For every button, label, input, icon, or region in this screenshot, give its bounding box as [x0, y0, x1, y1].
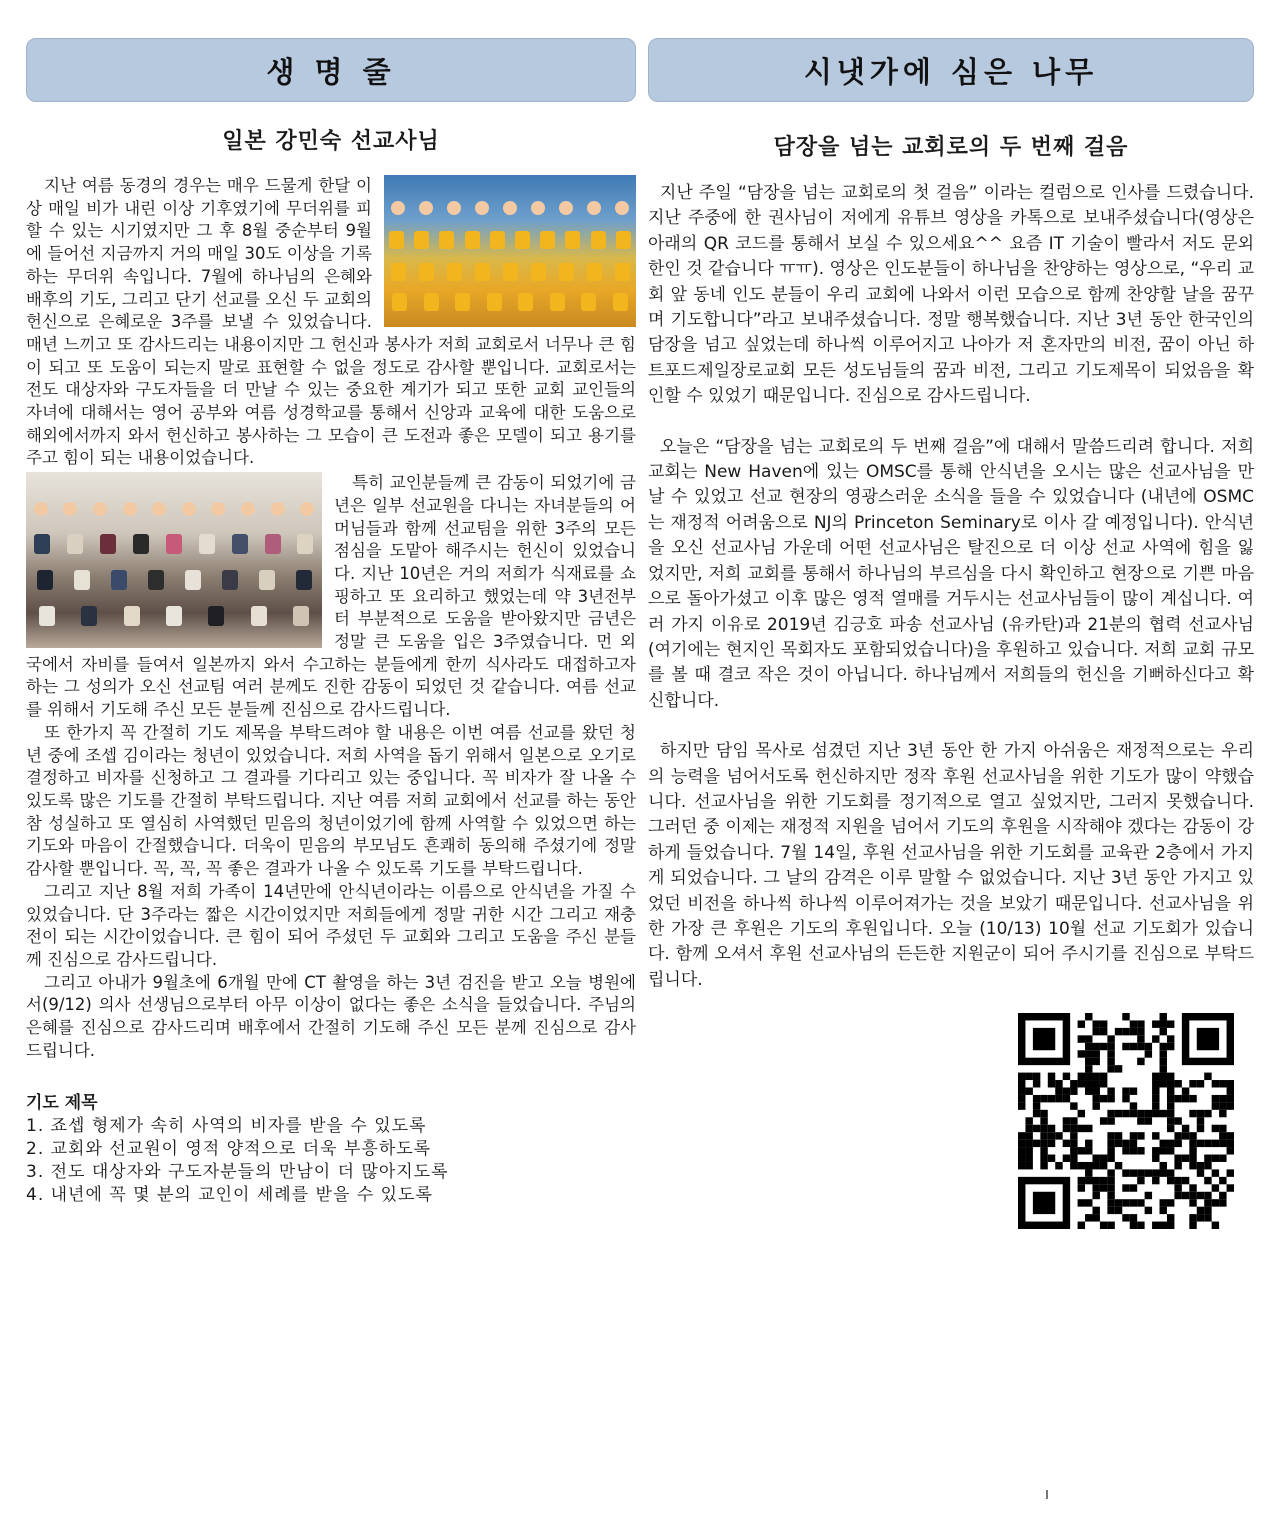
left-paragraph-2: 특히 교인분들께 큰 감동이 되었기에 금년은 일부 선교원을 다니는 자녀분들의 어머님들과 함께 선교팀을 위한 3주의 모든 점심을 도맡아 해주시는 헌신이 있었습니다. 지난 10년은 거의 저희가 식재료를 쇼핑하고 또 요리하고 했었는데 약 3년전부터 부분적으로 도움을 받아왔지만 금년은 정말 큰 도움을 입은 3주였습니다. 먼 외국에서 자비를 들여서 일본까지 와서 수고하는 분들에게 한끼 식사라도 대접하고자 하는 그 성의가 오신 선교팀 여러 분께도 진한 감동이 되었던 것 같습니다. 여름 선교를 위해서 기도해 주신 모든 분들께 진심으로 감사드립니다. — [26, 473, 636, 720]
youtube-qr-code[interactable] — [1018, 1013, 1234, 1229]
right-column — [648, 38, 1254, 1229]
prayer-item: 2. 교회와 선교원이 영적 양적으로 더욱 부흥하도록 — [26, 1139, 432, 1160]
prayer-heading: 기도 제목 — [26, 1093, 98, 1114]
left-article-body — [26, 175, 636, 1062]
page-mark — [1046, 1490, 1048, 1499]
right-paragraph-1: 지난 주일 “담장을 넘는 교회로의 첫 걸음” 이라는 컬럼으로 인사를 드렸습니다. 지난 주중에 한 권사님이 저에게 유튜브 영상을 카톡으로 보내주셨습니다(영상은 아래의 QR 코드를 통해서 보실 수 있으세요^^ 요즘 IT 기술이 빨라서 저도 문외한인 것 같습니다 ㅠㅠ). 영상은 인도분들이 하나님을 찬양하는 영상으로, “우리 교회 앞 동네 인도 분들이 우리 교회에 나와서 이런 모습으로 함께 찬양할 날을 꿈꾸며 기도합니다”라고 보내주셨습니다. 정말 행복했습니다. 지난 3년 동안 한국인의 담장을 넘고 싶었는데 하나씩 이루어지고 나아가 저 혼자만의 비전, 꿈이 아닌 하트포드제일장로교회 모든 성도님들의 꿈과 비전, 그리고 기도제목이 되었음을 확인할 수 있었기 때문입니다. 진심으로 감사드립니다. — [648, 183, 1254, 407]
right-article-body — [648, 181, 1254, 993]
left-paragraph-5: 그리고 아내가 9월초에 6개월 만에 CT 촬영을 하는 3년 검진을 받고 오늘 병원에서(9/12) 의사 선생님으로부터 아무 이상이 없다는 좋은 소식을 들었습니다. 주님의 은혜를 진심으로 감사드리며 배후에서 간절히 기도해 주신 모든 분께 진심으로 감사드립니다. — [26, 972, 636, 1060]
left-section-banner: 생 명 줄 — [26, 38, 636, 102]
left-paragraph-3: 또 한가지 꼭 간절히 기도 제목을 부탁드려야 할 내용은 이번 여름 선교를 왔던 청년 중에 조셉 김이라는 청년이 있었습니다. 저희 사역을 돕기 위해서 일본으로 오기로 결정하고 비자를 신청하고 그 결과를 기다리고 있는 중입니다. 꼭 비자가 잘 나올 수 있도록 많은 기도를 간절히 부탁드립니다. 지난 여름 저희 교회에서 선교를 하는 동안 참 성실하고 또 열심히 사역했던 믿음의 청년이었기에 함께 사역할 수 있었으면 하는 기도와 마음이 간절했습니다. 더욱이 믿음의 부모님도 흔쾌히 동의해 주셨기에 정말 감사할 뿐입니다. 꼭, 꼭, 꼭 좋은 결과가 나올 수 있도록 기도를 부탁드립니다. — [26, 722, 636, 879]
right-article-title: 담장을 넘는 교회로의 두 번째 걸음 — [773, 135, 1129, 160]
right-paragraph-2: 오늘은 “담장을 넘는 교회로의 두 번째 걸음”에 대해서 말씀드리려 합니다. 저희 교회는 New Haven에 있는 OMSC를 통해 안식년을 오시는 많은 선교사님을 만날 수 있었고 선교 현장의 영광스러운 소식을 들을 수 있었습니다 (내년에 OSMC는 재정적 어려움으로 NJ의 Princeton Seminary로 이사 갈 예정입니다). 안식년을 오신 선교사님 가운데 어떤 선교사님은 탈진으로 더 이상 선교 사역에 힘을 잃었지만, 저희 교회를 통해서 하나님의 부르심을 다시 확인하고 현장으로 기쁜 마음으로 돌아가셨고 이후 많은 영적 열매를 거두시는 선교사님들이 많이 계십니다. 여러 가지 이유로 2019년 김긍호 파송 선교사님 (유카탄)과 21분의 협력 선교사님 (여기에는 현지인 목회자도 포함되었습니다)을 후원하고 있습니다. 저희 교회 규모를 볼 때 결코 작은 것이 아닙니다. 하나님께서 저희들의 헌신을 기뻐하신다고 확신합니다. — [648, 436, 1254, 711]
congregation-group-photo — [26, 472, 322, 648]
prayer-list — [26, 1092, 636, 1207]
prayer-item: 3. 전도 대상자와 구도자분들의 만남이 더 많아지도록 — [26, 1162, 449, 1183]
left-article-title: 일본 강민숙 선교사님 — [222, 129, 440, 154]
left-paragraph-4: 그리고 지난 8월 저희 가족이 14년만에 안식년이라는 이름으로 안식년을 가질 수 있었습니다. 단 3주라는 짧은 시간이었지만 저희들에게 정말 귀한 시간 그리고 재충전이 되는 시간이었습니다. 큰 힘이 되어 주셨던 두 교회와 그리고 도움을 주신 분들께 진심으로 감사드립니다. — [26, 881, 636, 969]
prayer-item: 1. 죠셉 형제가 속히 사역의 비자를 받을 수 있도록 — [26, 1116, 427, 1137]
qr-code-icon — [1018, 1013, 1234, 1229]
right-paragraph-3: 하지만 담임 목사로 섬겼던 지난 3년 동안 한 가지 아쉬움은 재정적으로는 우리의 능력을 넘어서도록 헌신하지만 정작 후원 선교사님을 위한 기도가 많이 약했습니다. 선교사님을 위한 기도회를 정기적으로 열고 싶었지만, 그러지 못했습니다. 그러던 중 이제는 재정적 지원을 넘어서 기도의 후원을 시작해야 겠다는 감동이 강하게 들었습니다. 7월 14일, 후원 선교사님을 위한 기도회를 교육관 2층에서 가지게 되었습니다. 그 날의 감격은 이루 말할 수 없었습니다. 지난 3년 동안 가지고 있었던 비전을 하나씩 하나씩 이루어져가는 것을 보았기 때문입니다. 선교사님을 위한 가장 큰 후원은 기도의 후원입니다. 오늘 (10/13) 10월 선교 기도회가 있습니다. 함께 오셔서 후원 선교사님의 든든한 지원군이 되어 주시기를 진심으로 부탁드립니다. — [648, 741, 1254, 990]
vbs-group-photo — [384, 175, 636, 327]
left-column — [26, 38, 636, 1207]
prayer-item: 4. 내년에 꼭 몇 분의 교인이 세례를 받을 수 있도록 — [26, 1185, 433, 1206]
right-section-banner: 시냇가에 심은 나무 — [648, 38, 1254, 102]
left-paragraph-1: 지난 여름 동경의 경우는 매우 드물게 한달 이상 매일 비가 내린 이상 기후였기에 무더위를 피할 수 있는 시기였지만 그 후 8월 중순부터 9월에 들어선 지금까지 거의 매일 30도 이상을 기록하는 무더위 속입니다. 7월에 하나님의 은혜와 배후의 기도, 그리고 단기 선교를 오신 두 교회의 헌신으로 은혜로운 3주를 보낼 수 있었습니다. 매년 느끼고 또 감사드리는 내용이지만 그 헌신과 봉사가 저희 교회로서 너무나 큰 힘이 되고 또 도움이 되는지 말로 표현할 수 없을 정도로 감사할 뿐입니다. 교회로서는 전도 대상자와 구도자들을 더 만날 수 있는 중요한 계기가 되고 또한 교회 교인들의 자녀에 대해서는 영어 공부와 여름 성경학교를 통해서 신앙과 교육에 대한 도움으로 해외에서까지 와서 헌신하고 봉사하는 그 모습이 큰 도전과 좋은 모델이 되고 용기를 주고 힘이 되는 내용이었습니다. — [26, 176, 636, 468]
